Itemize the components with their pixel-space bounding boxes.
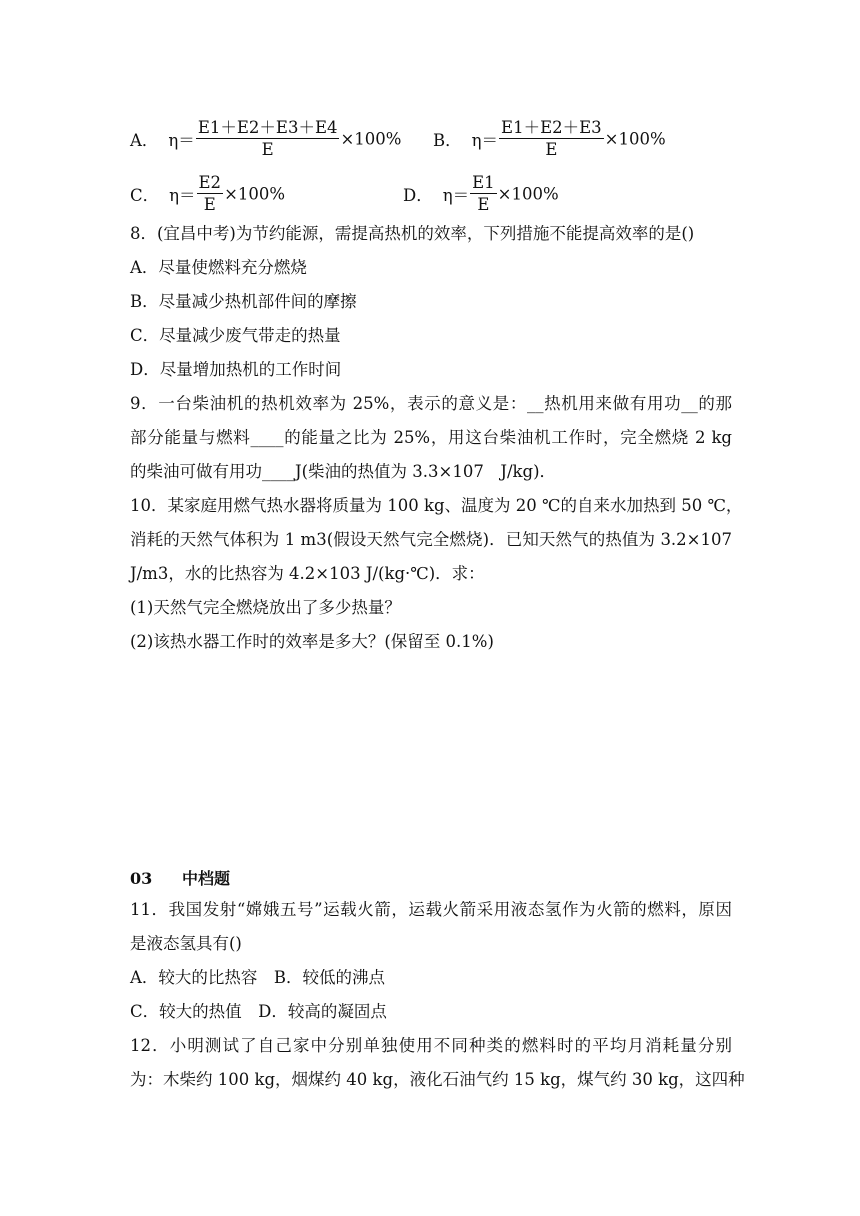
option-label: D． [403, 186, 433, 205]
formula-rhs: ×100% [224, 184, 286, 204]
formula-lhs: η＝ [442, 186, 470, 205]
fraction [470, 174, 497, 214]
formula-rhs: ×100% [604, 129, 666, 149]
formula-lhs: η＝ [168, 131, 195, 150]
q8-option-d: D．尽量增加热机的工作时间 [130, 360, 342, 379]
q9-line-3: 的柴油可做有用功____J(柴油的热值为 3.3×107 J/kg)． [130, 462, 557, 481]
numerator: E1＋E2＋E3＋E4 [197, 118, 338, 137]
option-label: C． [130, 186, 160, 205]
q7-option-d [403, 174, 559, 214]
q10-line-1: 10．某家庭用燃气热水器将质量为 100 kg、温度为 20 ℃的自来水加热到 50 ℃， [130, 496, 743, 515]
q12-line-1: 12．小明测试了自己家中分别单独使用不同种类的燃料时的平均月消耗量分别 [130, 1036, 732, 1055]
numerator: E2 [198, 173, 222, 192]
formula-rhs: ×100% [340, 129, 402, 149]
fraction [499, 119, 604, 159]
option-label: B． [433, 131, 462, 150]
formula-lhs: η＝ [169, 186, 196, 205]
formula-lhs: η＝ [471, 131, 499, 150]
q11-options-row-2: C．较大的热值 D．较高的凝固点 [130, 1002, 387, 1021]
q7-option-a [130, 119, 401, 159]
q10-sub-1: (1)天然气完全燃烧放出了多少热量？ [130, 598, 401, 617]
q7-option-c [130, 174, 285, 214]
q10-sub-2: (2)该热水器工作时的效率是多大？(保留至 0.1%) [130, 632, 494, 651]
denominator: E [477, 195, 490, 214]
numerator: E1＋E2＋E3 [501, 118, 602, 137]
q8-option-c: C．尽量减少废气带走的热量 [130, 326, 341, 345]
fraction [197, 174, 224, 214]
denominator: E [545, 140, 558, 159]
section-header [130, 866, 230, 889]
option-label: A． [130, 131, 159, 150]
q11-line-1: 11．我国发射“嫦娥五号”运载火箭，运载火箭采用液态氢作为火箭的燃料，原因 [130, 900, 732, 919]
q11-line-2: 是液态氢具有() [130, 934, 242, 953]
q11-options-row-1: A．较大的比热容 B．较低的沸点 [130, 968, 386, 987]
q12-line-2: 为：木柴约 100 kg，烟煤约 40 kg，液化石油气约 15 kg，煤气约 30 kg，这四种 [130, 1070, 745, 1089]
q9-line-2: 部分能量与燃料____的能量之比为 25%，用这台柴油机工作时，完全燃烧 2 kg [130, 428, 732, 447]
numerator: E1 [472, 173, 495, 192]
q8-option-b: B．尽量减少热机部件间的摩擦 [130, 292, 357, 311]
q9-line-1: 9．一台柴油机的热机效率为 25%，表示的意义是：__热机用来做有用功__的那 [130, 394, 732, 413]
q8-option-a: A．尽量使燃料充分燃烧 [130, 258, 307, 277]
denominator: E [203, 195, 216, 214]
section-title: 中档题 [182, 869, 231, 888]
q7-option-b [433, 119, 666, 159]
q10-line-3: J/m3，水的比热容为 4.2×103 J/(kg·℃)．求： [130, 564, 485, 583]
formula-rhs: ×100% [497, 184, 559, 204]
q8-stem: 8．(宜昌中考)为节约能源，需提高热机的效率，下列措施不能提高效率的是() [130, 224, 695, 243]
denominator: E [261, 140, 274, 159]
fraction [196, 119, 340, 159]
q10-line-2: 消耗的天然气体积为 1 m3(假设天然气完全燃烧)．已知天然气的热值为 3.2×107 [130, 530, 732, 549]
section-number: 03 [130, 869, 153, 888]
